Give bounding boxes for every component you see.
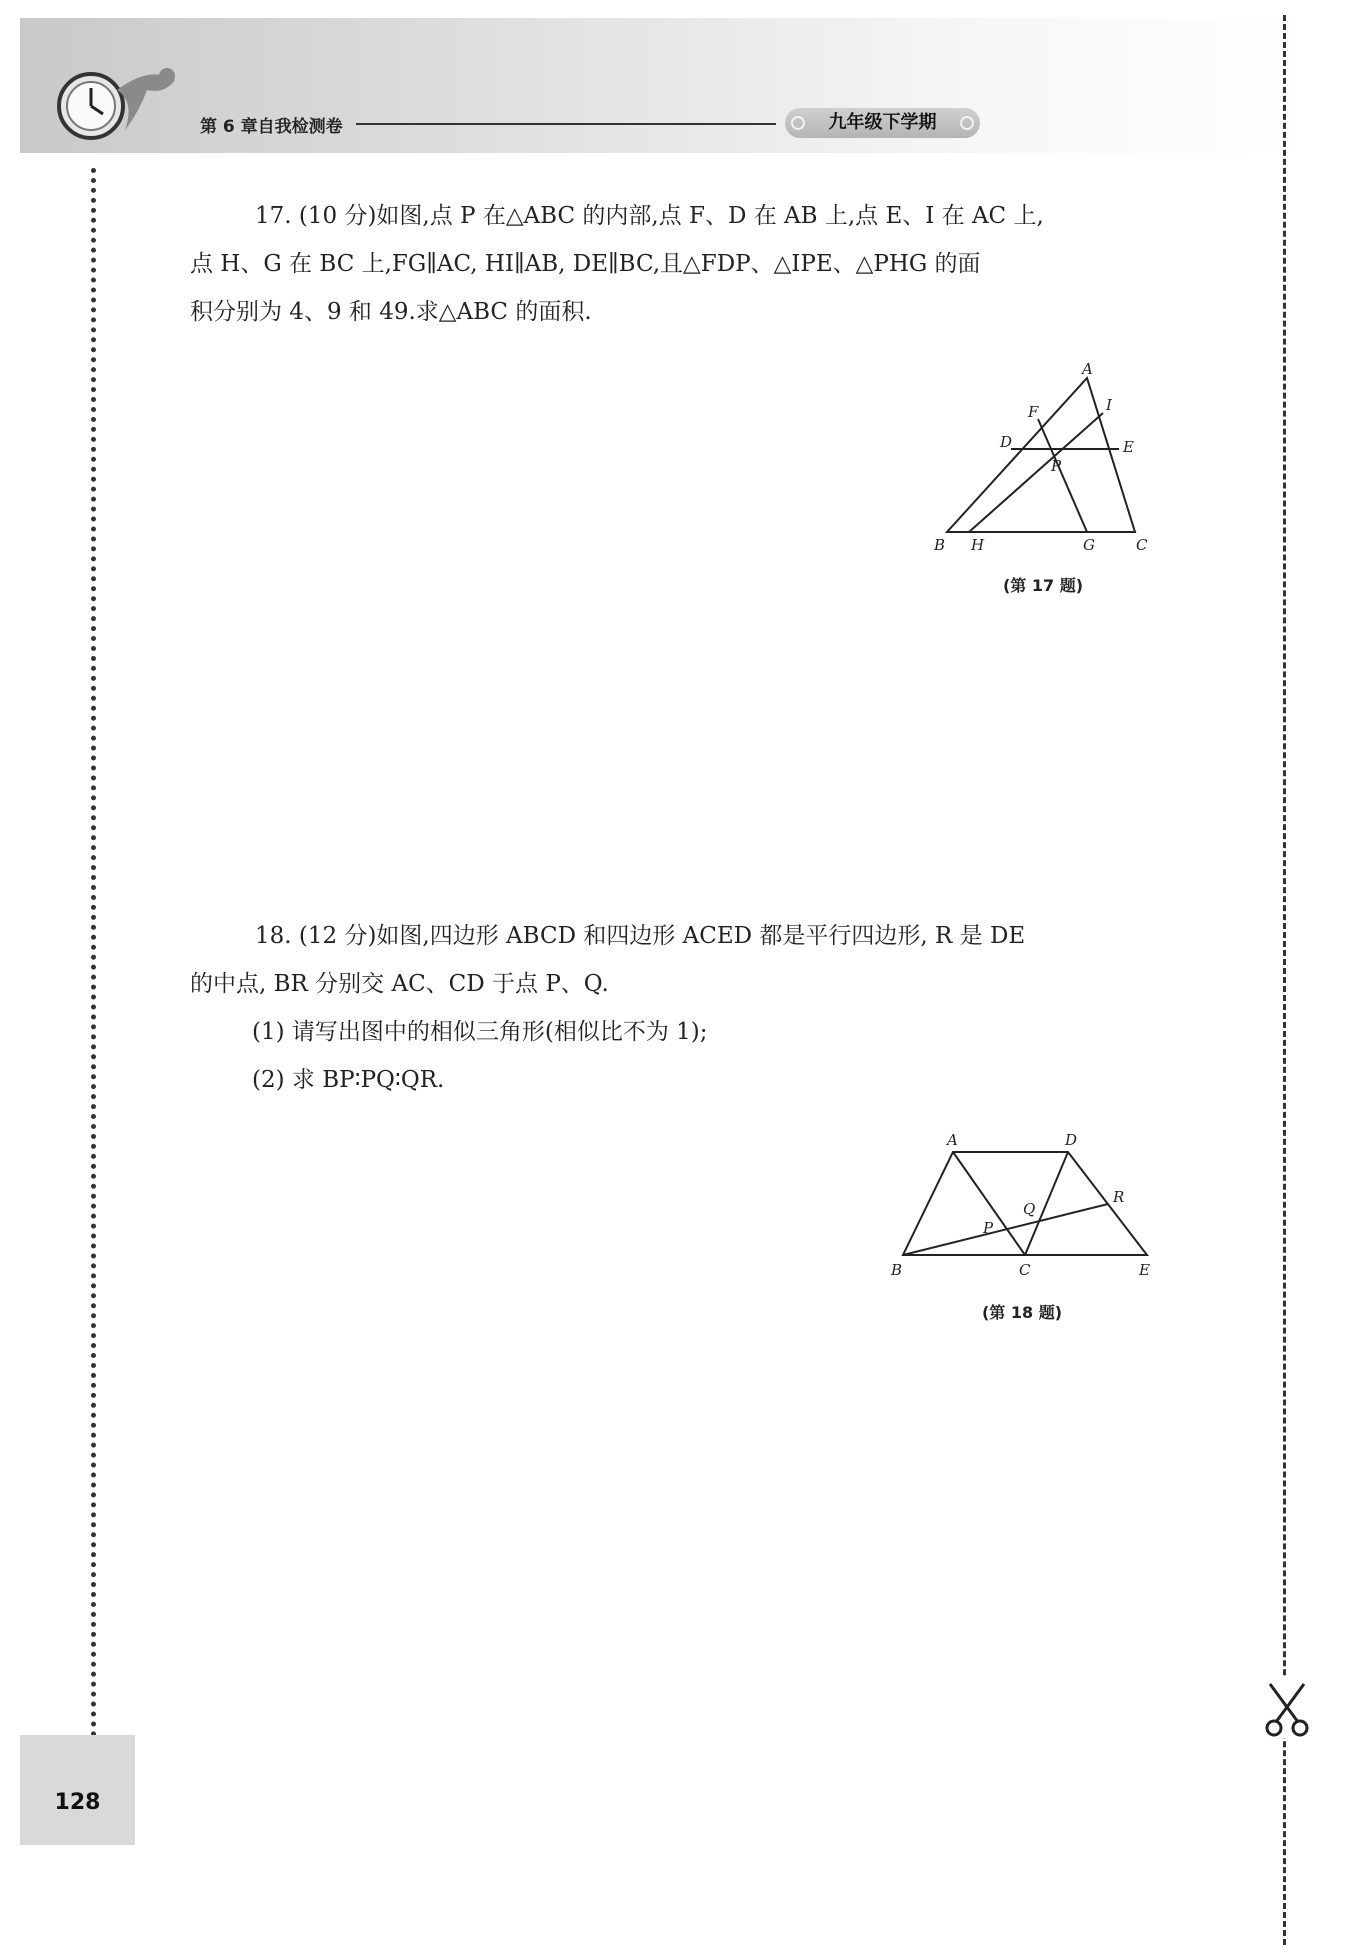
segment-hi — [969, 413, 1103, 532]
fig18-label-a: A — [947, 1131, 958, 1149]
fig17-label-a: A — [1082, 360, 1093, 378]
segment-br — [903, 1204, 1108, 1255]
fig17-label-h: H — [971, 536, 985, 554]
problem-17-line-2: 点 H、G 在 BC 上,FG∥AC, HI∥AB, DE∥BC,且△FDP、△IPE、△PHG 的面 — [190, 251, 981, 277]
problem-17-line-1: 17. (10 分)如图,点 P 在△ABC 的内部,点 F、D 在 AB 上,点 E、I 在 AC 上, — [255, 203, 1044, 229]
fig18-label-d: D — [1065, 1131, 1078, 1149]
fig18-label-c: C — [1019, 1261, 1031, 1279]
binding-dotted-line — [91, 168, 96, 1738]
grade-badge — [785, 108, 980, 138]
problem-18-part-1: (1) 请写出图中的相似三角形(相似比不为 1); — [252, 1019, 708, 1045]
page-number: 128 — [54, 1790, 101, 1815]
figure-18 — [885, 1130, 1165, 1290]
fig17-label-b: B — [934, 536, 946, 554]
fig17-label-f: F — [1028, 403, 1039, 421]
problem-18-part-2: (2) 求 BP∶PQ∶QR. — [252, 1067, 445, 1093]
header-divider — [356, 123, 776, 125]
fig18-label-b: B — [891, 1261, 903, 1279]
figure-17 — [920, 360, 1170, 560]
segment-fg — [1038, 419, 1087, 532]
fig17-label-p: P — [1051, 457, 1062, 475]
figure-17-caption: (第 17 题) — [1002, 576, 1084, 595]
clock-runner-logo-icon — [55, 60, 195, 155]
fig17-label-c: C — [1136, 536, 1148, 554]
problem-18-line-2: 的中点, BR 分别交 AC、CD 于点 P、Q. — [190, 971, 609, 997]
fig17-label-i: I — [1106, 396, 1112, 414]
scissors-icon — [1262, 1678, 1312, 1738]
fig18-label-e: E — [1139, 1261, 1150, 1279]
cut-dashed-line — [1283, 15, 1286, 1945]
fig17-label-e: E — [1123, 438, 1134, 456]
pill-dot-left-icon — [791, 116, 805, 130]
grade-label: 九年级下学期 — [828, 112, 937, 133]
fig18-label-q: Q — [1023, 1200, 1036, 1218]
problem-17-line-3: 积分别为 4、9 和 49.求△ABC 的面积. — [190, 299, 592, 325]
fig17-label-g: G — [1083, 536, 1095, 554]
problem-17 — [190, 192, 1180, 336]
chapter-title: 第 6 章自我检测卷 — [200, 117, 343, 137]
fig17-label-d: D — [1000, 433, 1013, 451]
figure-18-caption: (第 18 题) — [981, 1303, 1063, 1322]
problem-18-line-1: 18. (12 分)如图,四边形 ABCD 和四边形 ACED 都是平行四边形, R 是 DE — [255, 923, 1026, 949]
pill-dot-right-icon — [960, 116, 974, 130]
fig18-label-p: P — [983, 1219, 994, 1237]
fig18-label-r: R — [1113, 1188, 1125, 1206]
problem-18 — [190, 912, 1180, 1104]
